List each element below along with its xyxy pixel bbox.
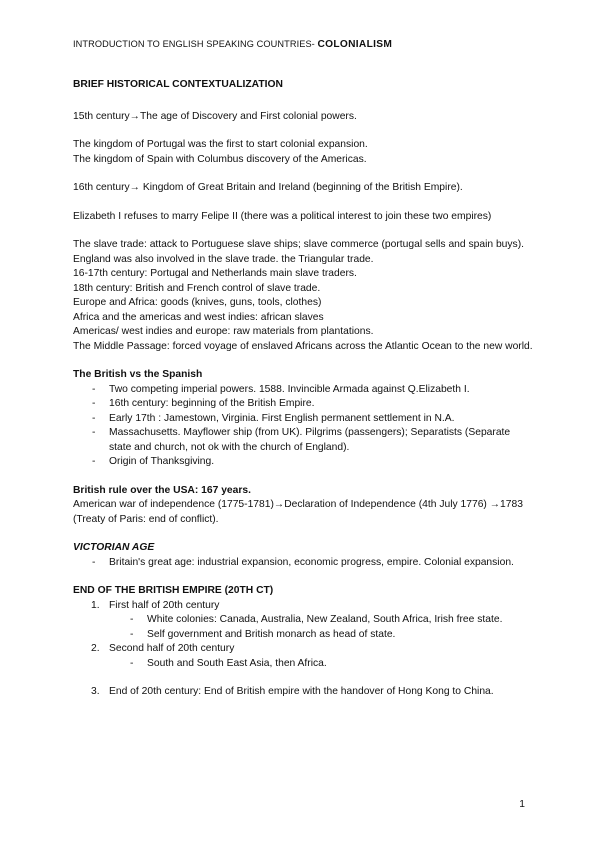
item-label: First half of 20th century [109,599,220,611]
sub-list-item: - White colonies: Canada, Australia, New Zealand, South Africa, Irish free state. [147,613,533,628]
sub-list [109,657,533,672]
heading-british-vs-spanish: The British vs the Spanish [73,369,203,380]
list-item: - Britain's great age: industrial expansion, economic progress, empire. Colonial expansion. [109,556,533,571]
paragraph: The kingdom of Portugal was the first to start colonial expansion. [73,139,368,150]
paragraph: 15th century→The age of Discovery and First colonial powers. [73,110,357,122]
page-number: 1 [519,799,525,810]
list-item: - Origin of Thanksgiving. [109,455,533,470]
end-empire-list [73,599,533,700]
page-header [73,39,392,50]
heading-end-of-empire: END OF THE BRITISH EMPIRE (20TH CT) [73,585,274,596]
paragraph: American war of independence (1775-1781)→Declaration of Independence (4th July 1776) →1783 (Treaty of Paris: end of conflict). [73,499,523,525]
header-prefix: INTRODUCTION TO ENGLISH SPEAKING COUNTRIES- [73,39,315,49]
paragraph: 16th century→ Kingdom of Great Britain and Ireland (beginning of the British Empire). [73,182,463,193]
list-item: - Early 17th : Jamestown, Virginia. First English permanent settlement in N.A. [109,412,533,427]
paragraph: Americas/ west indies and europe: raw materials from plantations. [73,326,374,337]
item-number: 1. [91,599,100,611]
paragraph: Africa and the americas and west indies: african slaves [73,311,324,323]
item-label: End of 20th century: End of British empire with the handover of Hong Kong to China. [109,686,494,697]
paragraph: The slave trade: attack to Portuguese slave ships; slave commerce (portugal sells and spain buys). England was also involved in the slave trade. the Triangular trade. [73,239,524,265]
list-item: - 16th century: beginning of the British Empire. [109,397,533,412]
paragraph: Europe and Africa: goods (knives, guns, tools, clothes) [73,297,322,308]
heading-victorian-age: VICTORIAN AGE [73,542,155,553]
header-emphasis: COLONIALISM [317,39,393,50]
paragraph: The Middle Passage: forced voyage of enslaved Africans across the Atlantic Ocean to the new world. [73,340,533,352]
paragraph: 16-17th century: Portugal and Netherlands main slave traders. [73,268,357,279]
sub-list [109,613,533,642]
heading-usa-rule: British rule over the USA: 167 years. [73,484,251,496]
item-label: Second half of 20th century [109,643,235,654]
numbered-item [91,599,533,643]
numbered-item [91,642,533,671]
paragraph: 18th century: British and French control of slave trade. [73,282,321,294]
victorian-list [73,556,533,571]
item-number: 2. [91,643,100,654]
paragraph: Elizabeth I refuses to marry Felipe II (there was a political interest to join these two empires) [73,210,492,222]
sub-list-item: - South and South East Asia, then Africa. [147,657,533,672]
item-number: 3. [91,686,100,697]
document-body [73,78,533,700]
list-item: - Two competing imperial powers. 1588. Invincible Armada against Q.Elizabeth I. [109,383,533,398]
heading-brief-context: BRIEF HISTORICAL CONTEXTUALIZATION [73,79,283,90]
sub-list-item: - Self government and British monarch as head of state. [147,628,533,643]
numbered-item [91,685,533,700]
british-spanish-list [73,383,533,470]
paragraph: The kingdom of Spain with Columbus discovery of the Americas. [73,153,367,165]
list-item: - Massachusetts. Mayflower ship (from UK). Pilgrims (passengers); Separatists (Separate state and church, not ok with the church of England). [109,426,533,455]
